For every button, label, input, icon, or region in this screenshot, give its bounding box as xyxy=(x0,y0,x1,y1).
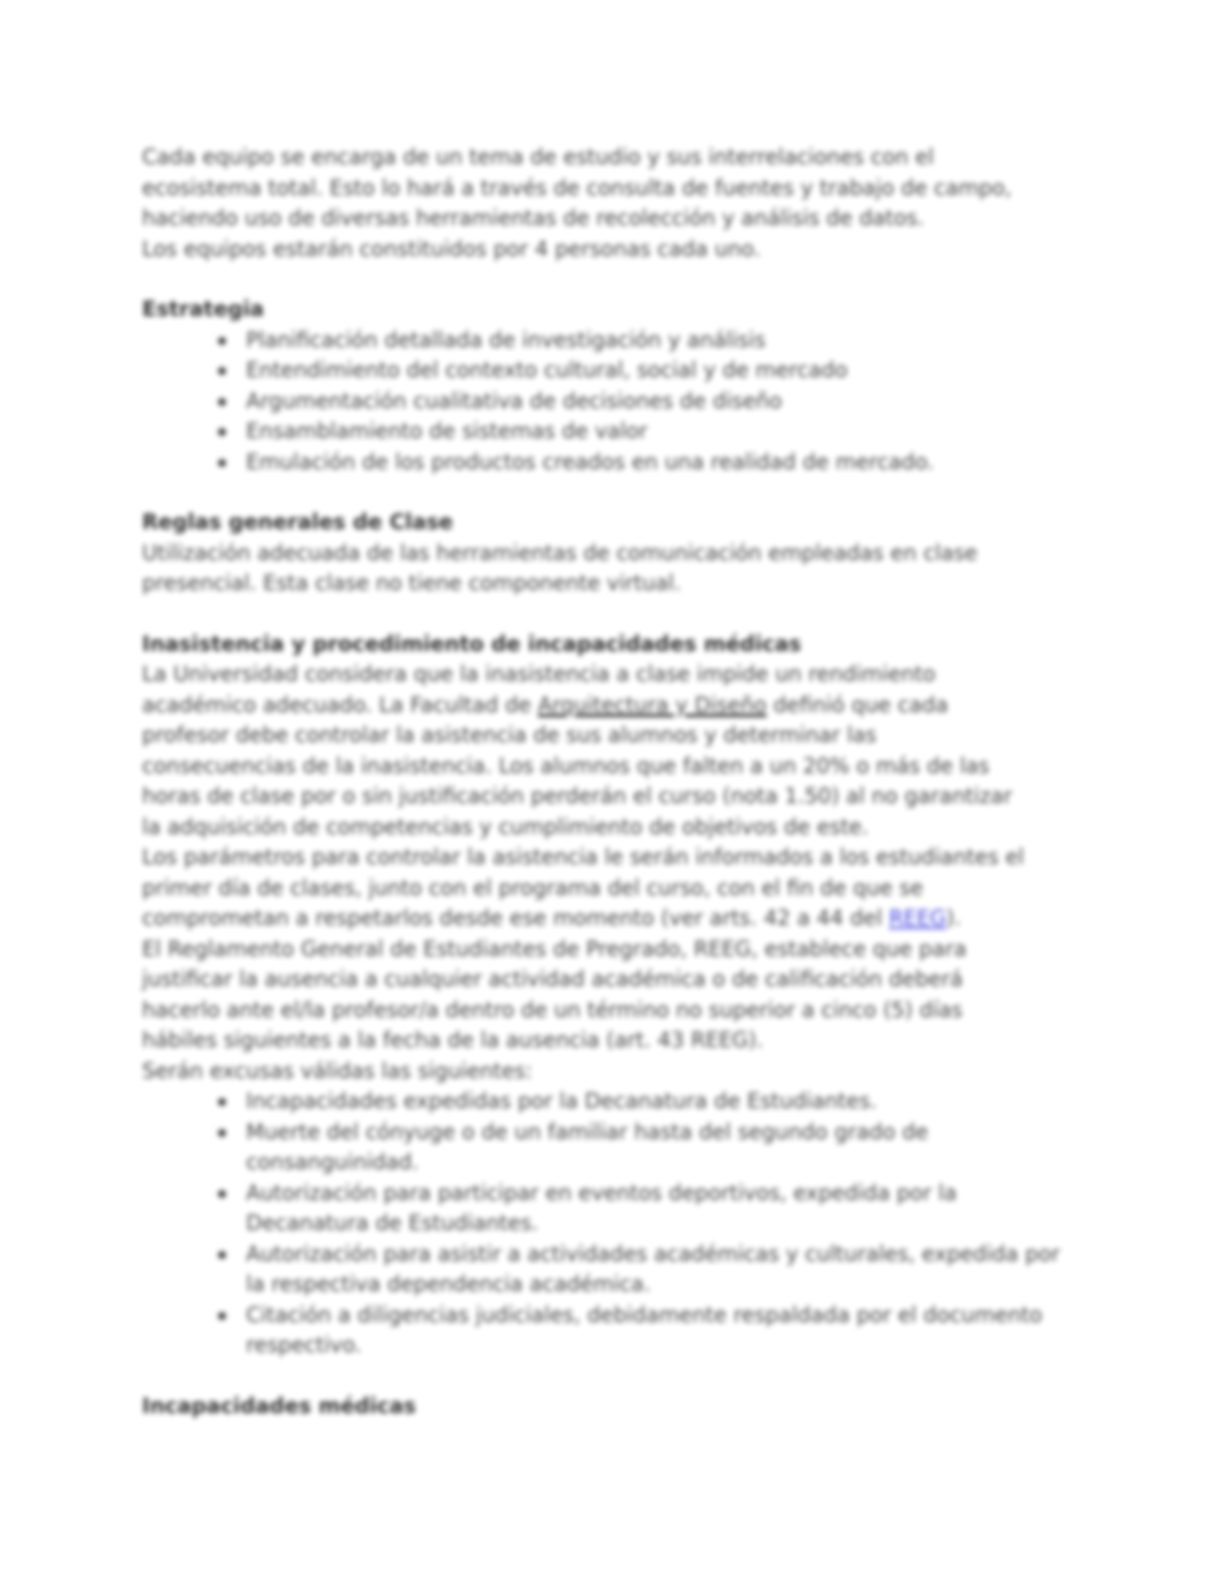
intro-line: ecosistema total. Esto lo hará a través de consulta de fuentes y trabajo de campo, xyxy=(142,175,1012,200)
list-item: Citación a diligencias judiciales, debidamente respaldada por el documento respectivo. xyxy=(246,1300,1072,1361)
inasistencia-section xyxy=(142,629,1072,1361)
inasistencia-text: comprometan a respetarlos desde ese momento (ver arts. 42 a 44 del xyxy=(142,906,889,930)
incapacidades-heading: Incapacidades médicas xyxy=(142,1393,416,1418)
inasistencia-line: La Universidad considera que la inasistencia a clase impide un rendimiento xyxy=(142,662,936,686)
faculty-link[interactable]: Arquitectura y Diseño xyxy=(537,692,767,717)
inasistencia-line xyxy=(142,903,1072,934)
inasistencia-text: definió que cada xyxy=(766,692,949,717)
list-item: Emulación de los productos creados en una realidad de mercado. xyxy=(246,447,1072,478)
list-item: Muerte del cónyuge o de un familiar hasta del segundo grado de consanguinidad. xyxy=(246,1117,1072,1178)
excusas-list xyxy=(142,1086,1072,1361)
list-item: Autorización para asistir a actividades académicas y culturales, expedida por la respectiva dependencia académica. xyxy=(246,1239,1072,1300)
inasistencia-line: profesor debe controlar la asistencia de sus alumnos y determinar las xyxy=(142,723,877,747)
estrategia-heading: Estrategia xyxy=(142,297,265,321)
list-item: Incapacidades expedidas por la Decanatura de Estudiantes. xyxy=(246,1086,1072,1117)
list-item: Ensamblamiento de sistemas de valor xyxy=(246,416,1072,447)
inasistencia-line: El Reglamento General de Estudiantes de Pregrado, REEG, establece que para xyxy=(142,936,967,961)
inasistencia-text: académico adecuado. La Facultad de xyxy=(142,692,538,717)
intro-line: Cada equipo se encarga de un tema de estudio y sus interrelaciones con el xyxy=(142,145,934,169)
intro-line: haciendo uso de diversas herramientas de recolección y análisis de datos. xyxy=(142,206,925,230)
inasistencia-heading: Inasistencia y procedimiento de incapacidades médicas xyxy=(142,631,802,656)
inasistencia-line: Serán excusas válidas las siguientes: xyxy=(142,1058,533,1083)
reglas-section xyxy=(142,507,1072,599)
inasistencia-line: Los parámetros para controlar la asistencia le serán informados a los estudiantes el xyxy=(142,845,1025,869)
inasistencia-line xyxy=(142,690,1072,721)
inasistencia-line: la adquisición de competencias y cumplimiento de objetivos de este. xyxy=(142,814,869,839)
inasistencia-line: hacerlo ante el/la profesor/a dentro de un término no superior a cinco (5) días xyxy=(142,997,963,1022)
estrategia-section xyxy=(142,294,1072,477)
intro-paragraph xyxy=(142,142,1072,264)
inasistencia-line: primer día de clases, junto con el programa del curso, con el fin de que se xyxy=(142,875,924,900)
inasistencia-line: hábiles siguientes a la fecha de la ausencia (art. 43 REEG). xyxy=(142,1028,764,1052)
reglas-line: Utilización adecuada de las herramientas de comunicación empleadas en clase xyxy=(142,540,978,565)
list-item: Autorización para participar en eventos deportivos, expedida por la Decanatura de Estudiantes. xyxy=(246,1178,1072,1239)
reglas-heading: Reglas generales de Clase xyxy=(142,510,453,534)
list-item: Planificación detallada de investigación y análisis xyxy=(246,325,1072,356)
inasistencia-line: justificar la ausencia a cualquier actividad académica o de calificación deberá xyxy=(142,967,963,991)
inasistencia-line: horas de clase por o sin justificación perderán el curso (nota 1.50) al no garantizar xyxy=(142,784,1012,808)
intro-line: Los equipos estarán constituidos por 4 personas cada uno. xyxy=(142,236,761,261)
list-item: Entendimiento del contexto cultural, social y de mercado xyxy=(246,355,1072,386)
inasistencia-text: ). xyxy=(946,906,962,930)
inasistencia-line: consecuencias de la inasistencia. Los alumnos que falten a un 20% o más de las xyxy=(142,753,990,778)
reglas-line: presencial. Esta clase no tiene componente virtual. xyxy=(142,571,681,595)
list-item: Argumentación cualitativa de decisiones de diseño xyxy=(246,386,1072,417)
document-body xyxy=(142,142,1072,1421)
estrategia-list xyxy=(142,325,1072,478)
incapacidades-section xyxy=(142,1391,1072,1422)
reeg-link[interactable]: REEG xyxy=(888,906,947,930)
